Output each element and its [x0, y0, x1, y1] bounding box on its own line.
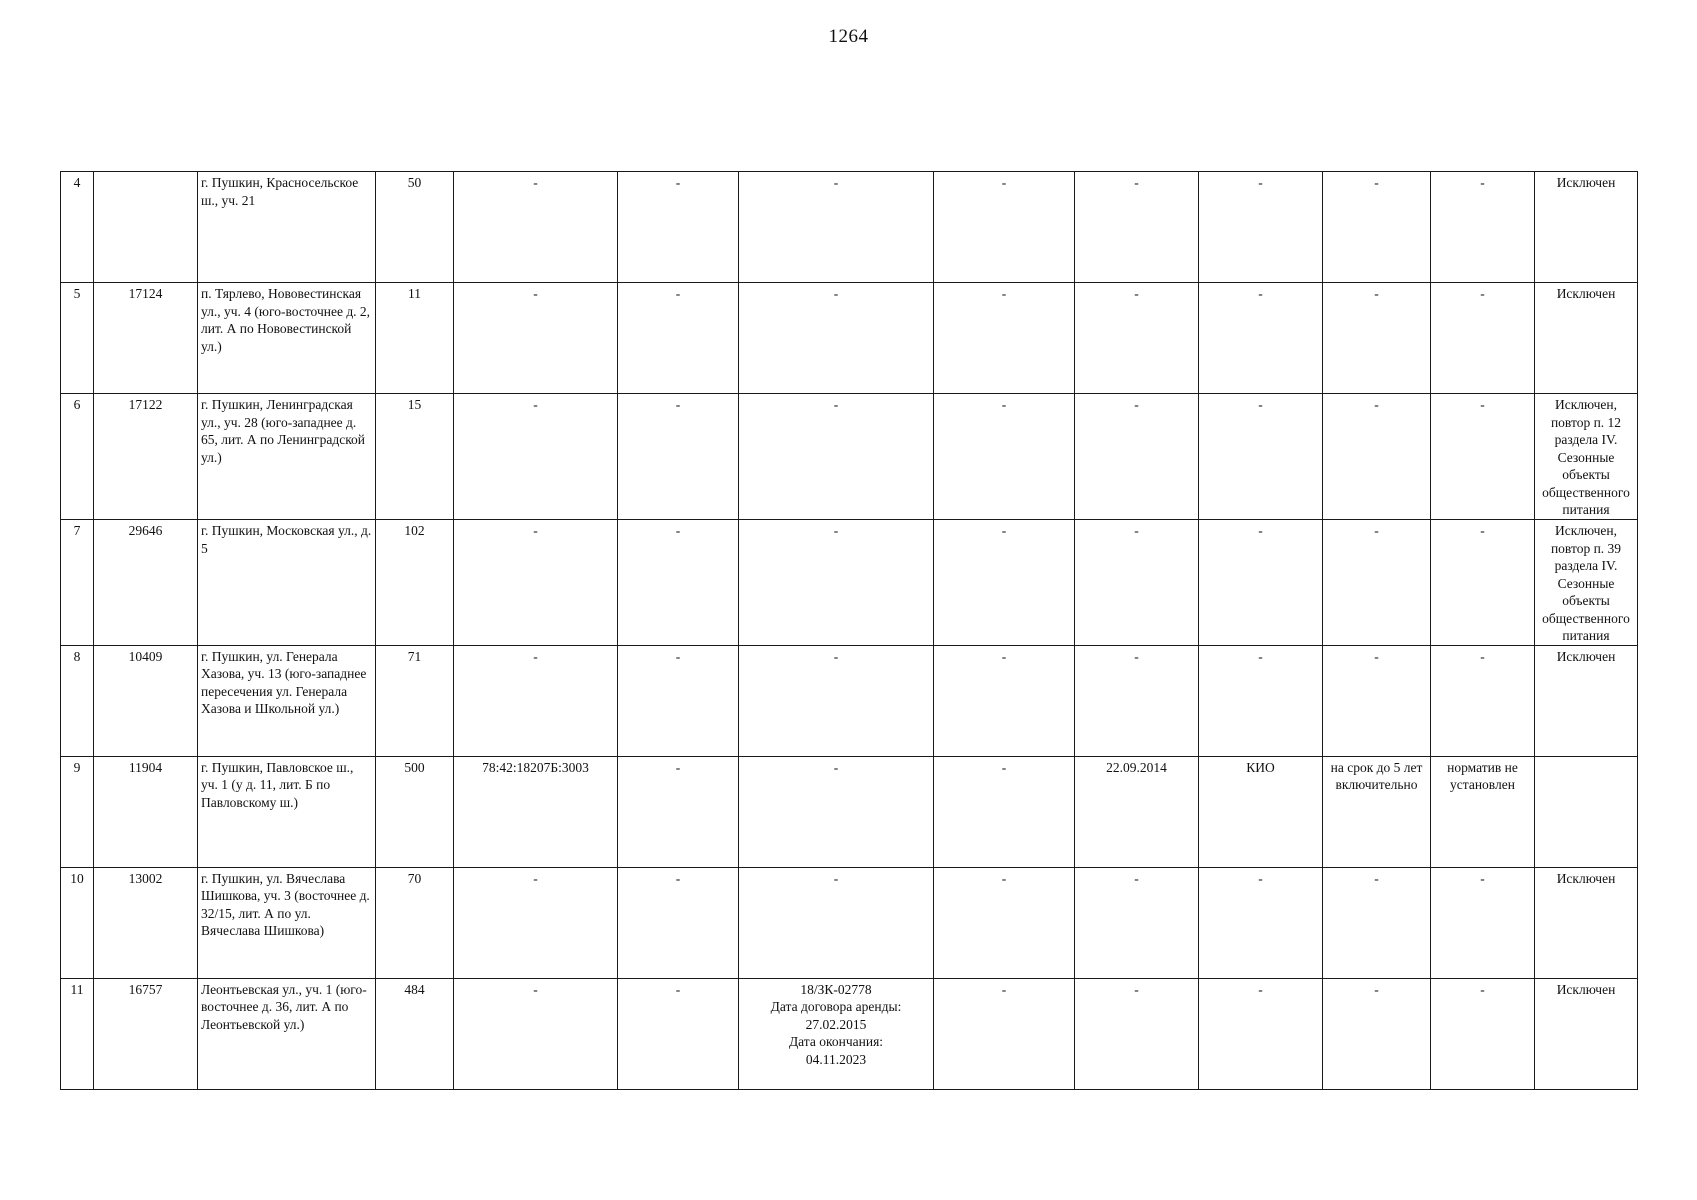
status: Исключен	[1535, 172, 1638, 283]
authority: -	[1199, 978, 1323, 1089]
date: -	[1075, 172, 1199, 283]
cadastral-number: -	[454, 867, 618, 978]
row-number: 5	[61, 283, 94, 394]
cadastral-number: -	[454, 978, 618, 1089]
contract-info: -	[739, 394, 934, 520]
contract-date: 27.02.2015	[805, 1016, 867, 1032]
status: Исключен, повтор п. 39 раздела IV. Сезонные объекты общественного питания	[1535, 520, 1638, 646]
area: 70	[376, 867, 454, 978]
address: г. Пушкин, ул. Генерала Хазова, уч. 13 (юго-западнее пересечения ул. Генерала Хазова и Школьной ул.)	[198, 645, 376, 756]
cell-col6: -	[618, 867, 739, 978]
date: -	[1075, 867, 1199, 978]
address: Леонтьевская ул., уч. 1 (юго-восточнее д. 36, лит. А по Леонтьевской ул.)	[198, 978, 376, 1089]
table-row	[61, 520, 1638, 646]
cell-col8: -	[934, 867, 1075, 978]
term: -	[1323, 172, 1431, 283]
cell-col8: -	[934, 394, 1075, 520]
row-number: 10	[61, 867, 94, 978]
object-id: 16757	[94, 978, 198, 1089]
date: -	[1075, 394, 1199, 520]
page-number: 1264	[828, 26, 869, 47]
term: -	[1323, 645, 1431, 756]
norm: -	[1431, 978, 1535, 1089]
contract-info: -	[739, 867, 934, 978]
contract-date-label: Дата договора аренды:	[770, 999, 902, 1014]
date: 22.09.2014	[1075, 756, 1199, 867]
cell-col8: -	[934, 756, 1075, 867]
row-number: 9	[61, 756, 94, 867]
area: 102	[376, 520, 454, 646]
area: 11	[376, 283, 454, 394]
cell-col6: -	[618, 645, 739, 756]
term: -	[1323, 978, 1431, 1089]
authority: -	[1199, 520, 1323, 646]
cell-col6: -	[618, 520, 739, 646]
cadastral-number: -	[454, 645, 618, 756]
status: Исключен, повтор п. 12 раздела IV. Сезонные объекты общественного питания	[1535, 394, 1638, 520]
area: 50	[376, 172, 454, 283]
authority: -	[1199, 283, 1323, 394]
cell-col6: -	[618, 172, 739, 283]
object-id: 29646	[94, 520, 198, 646]
term: -	[1323, 283, 1431, 394]
row-number: 4	[61, 172, 94, 283]
address: г. Пушкин, Павловское ш., уч. 1 (у д. 11, лит. Б по Павловскому ш.)	[198, 756, 376, 867]
norm: -	[1431, 172, 1535, 283]
cadastral-number: -	[454, 520, 618, 646]
contract-info: -	[739, 283, 934, 394]
cell-col8: -	[934, 520, 1075, 646]
status: Исключен	[1535, 867, 1638, 978]
area: 500	[376, 756, 454, 867]
address: п. Тярлево, Нововестинская ул., уч. 4 (юго-восточнее д. 2, лит. А по Нововестинской ул.)	[198, 283, 376, 394]
authority: -	[1199, 172, 1323, 283]
row-number: 7	[61, 520, 94, 646]
authority: КИО	[1199, 756, 1323, 867]
term: -	[1323, 394, 1431, 520]
area: 15	[376, 394, 454, 520]
contract-info	[739, 978, 934, 1089]
table-row	[61, 172, 1638, 283]
status: Исключен	[1535, 645, 1638, 756]
address: г. Пушкин, Ленинградская ул., уч. 28 (юго-западнее д. 65, лит. А по Ленинградской ул.)	[198, 394, 376, 520]
table-row	[61, 394, 1638, 520]
norm: -	[1431, 520, 1535, 646]
norm: -	[1431, 283, 1535, 394]
status: Исключен	[1535, 978, 1638, 1089]
row-number: 8	[61, 645, 94, 756]
term: -	[1323, 867, 1431, 978]
registry-table	[60, 171, 1638, 1090]
cell-col8: -	[934, 645, 1075, 756]
term: на срок до 5 лет включительно	[1323, 756, 1431, 867]
object-id: 13002	[94, 867, 198, 978]
address: г. Пушкин, Московская ул., д. 5	[198, 520, 376, 646]
contract-info: -	[739, 645, 934, 756]
contract-end-date: 04.11.2023	[805, 1051, 867, 1067]
cell-col8: -	[934, 172, 1075, 283]
cadastral-number: -	[454, 172, 618, 283]
area: 71	[376, 645, 454, 756]
authority: -	[1199, 645, 1323, 756]
contract-info: -	[739, 756, 934, 867]
date: -	[1075, 978, 1199, 1089]
date: -	[1075, 645, 1199, 756]
object-id	[94, 172, 198, 283]
table-row	[61, 756, 1638, 867]
address: г. Пушкин, Красносельское ш., уч. 21	[198, 172, 376, 283]
row-number: 11	[61, 978, 94, 1089]
contract-end-label: Дата окончания:	[788, 1034, 884, 1049]
authority: -	[1199, 867, 1323, 978]
table-row	[61, 283, 1638, 394]
cell-col6: -	[618, 394, 739, 520]
object-id: 17124	[94, 283, 198, 394]
table-row	[61, 978, 1638, 1089]
object-id: 17122	[94, 394, 198, 520]
area: 484	[376, 978, 454, 1089]
object-id: 10409	[94, 645, 198, 756]
date: -	[1075, 520, 1199, 646]
norm: норматив не установлен	[1431, 756, 1535, 867]
contract-number: 18/ЗК-02778	[800, 981, 872, 997]
object-id: 11904	[94, 756, 198, 867]
contract-info: -	[739, 172, 934, 283]
address: г. Пушкин, ул. Вячеслава Шишкова, уч. 3 (восточнее д. 32/15, лит. А по ул. Вячеслава Шишкова)	[198, 867, 376, 978]
cell-col6: -	[618, 756, 739, 867]
cadastral-number: 78:42:18207Б:3003	[454, 756, 618, 867]
cell-col8: -	[934, 978, 1075, 1089]
status: Исключен	[1535, 283, 1638, 394]
term: -	[1323, 520, 1431, 646]
norm: -	[1431, 645, 1535, 756]
norm: -	[1431, 394, 1535, 520]
date: -	[1075, 283, 1199, 394]
cadastral-number: -	[454, 394, 618, 520]
table-row	[61, 645, 1638, 756]
cell-col6: -	[618, 978, 739, 1089]
status	[1535, 756, 1638, 867]
cell-col6: -	[618, 283, 739, 394]
row-number: 6	[61, 394, 94, 520]
cell-col8: -	[934, 283, 1075, 394]
contract-info: -	[739, 520, 934, 646]
table-row	[61, 867, 1638, 978]
cadastral-number: -	[454, 283, 618, 394]
authority: -	[1199, 394, 1323, 520]
norm: -	[1431, 867, 1535, 978]
